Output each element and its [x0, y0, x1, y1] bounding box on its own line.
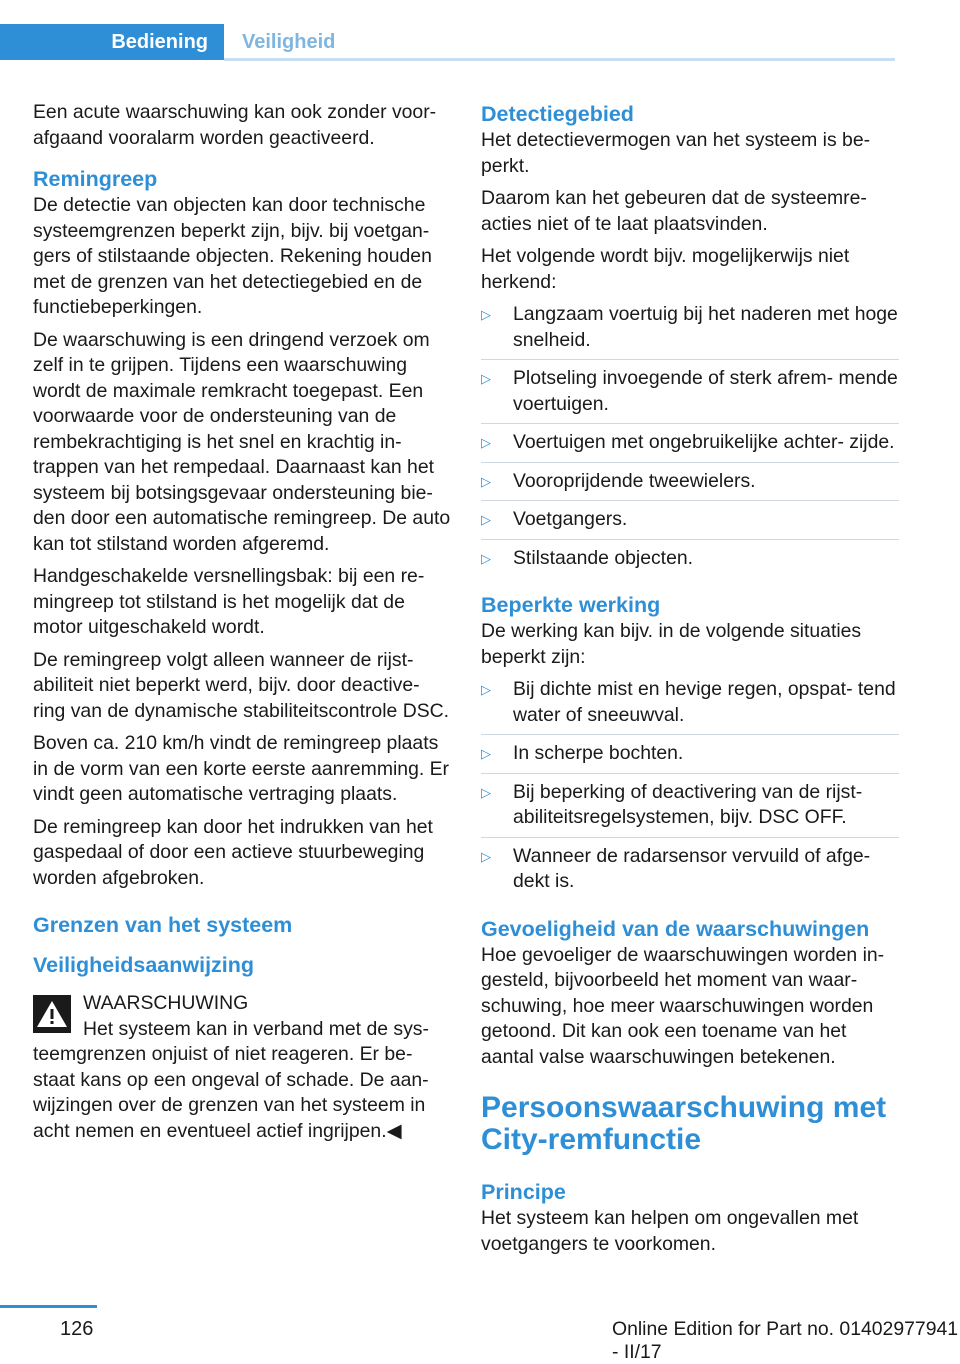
warning-triangle-icon — [33, 995, 71, 1033]
triangle-bullet-icon: ▷ — [481, 746, 491, 761]
tab-veiligheid[interactable]: Veiligheid — [242, 30, 336, 53]
list-item: ▷ Plotseling invoegende of sterk afrem‐ mende voertuigen. — [481, 366, 899, 424]
header-tabs — [0, 24, 895, 62]
tab-bediening[interactable]: Bediening — [0, 24, 224, 60]
list-item: ▷ Voertuigen met ongebruikelijke achter‐ zijde. — [481, 430, 899, 463]
list-item: ▷ Vooroprijdende tweewielers. — [481, 469, 899, 502]
paragraph: Hoe gevoeliger de waarschuwingen worden in‐ gesteld, bijvoorbeeld het moment van waar‐ schuwing, hoe meer waarschuwingen worden getoond. Dit kan ook een toename van het aantal valse waarschuwingen betekenen. — [481, 943, 885, 1068]
list-detectie — [481, 302, 899, 577]
triangle-bullet-icon: ▷ — [481, 307, 491, 322]
footer-accent-bar — [0, 1305, 97, 1308]
heading-remingreep: Remingreep — [33, 167, 158, 191]
triangle-bullet-icon: ▷ — [481, 682, 491, 697]
paragraph: De detectie van objecten kan door technische systeemgrenzen beperkt zijn, bijv. bij voetgan‐ gers of stilstaande objecten. Rekening houden met de grenzen van het detectiegebied en de functiebeperkingen. — [33, 194, 432, 318]
paragraph: Handgeschakelde versnellingsbak: bij een re‐ mingreep tot stilstand is het mogelijk dat de motor uitgeschakeld wordt. — [33, 565, 425, 638]
heading-grenzen: Grenzen van het systeem — [33, 913, 293, 937]
paragraph: Een acute waarschuwing kan ook zonder voor‐ afgaand vooralarm worden geactiveerd. — [33, 101, 437, 149]
tab-underline — [224, 58, 895, 61]
heading-detectiegebied: Detectiegebied — [481, 102, 634, 126]
warning-line: Het systeem kan in verband met de sys‐ — [83, 1017, 429, 1040]
triangle-bullet-icon: ▷ — [481, 784, 491, 800]
heading-principe: Principe — [481, 1180, 566, 1204]
heading-veiligheidsaanwijzing: Veiligheidsaanwijzing — [33, 953, 255, 977]
paragraph: Boven ca. 210 km/h vindt de remingreep plaats in de vorm van een korte eerste aanremming. Er vindt geen automatische vertraging plaats. — [33, 732, 450, 805]
list-item: ▷ Bij beperking of deactivering van de rijst‐ abiliteitsregelsystemen, bijv. DSC OFF. — [481, 780, 899, 838]
triangle-bullet-icon: ▷ — [481, 848, 491, 864]
left-column — [33, 100, 453, 1144]
paragraph: Het volgende wordt bijv. mogelijkerwijs niet herkend: — [481, 245, 850, 293]
paragraph: De remingreep volgt alleen wanneer de rijst‐ abiliteit niet beperkt werd, bijv. door deactive‐ ring van de dynamische stabiliteitscontrole DSC. — [33, 648, 450, 722]
paragraph: Het systeem kan helpen om ongevallen met voetgangers te voorkomen. — [481, 1207, 859, 1255]
list-item: ▷ Bij dichte mist en hevige regen, opspat‐ tend water of sneeuwval. — [481, 677, 899, 735]
paragraph: Het detectievermogen van het systeem is be‐ perkt. — [481, 129, 871, 177]
paragraph: De waarschuwing is een dringend verzoek om zelf in te grijpen. Tijdens een waarschuwing wordt de maximale remkracht toegepast. Een voorwaarde voor de ondersteuning van de rembekrachtiging is het snel en krachtig in‐ trappen van het rempedaal. Daarnaast kan het systeem bij botsingsgevaar ondersteuning bie‐ den door een automatische remingreep. De auto kan tot stilstand worden afgeremd. — [33, 328, 451, 555]
list-item: ▷ Stilstaande objecten. — [481, 546, 899, 578]
right-column — [481, 100, 899, 1264]
list-item: ▷ Wanneer de radarsensor vervuild of afge‐ dekt is. — [481, 844, 871, 892]
list-beperkt — [481, 677, 899, 901]
heading-persoonswaarschuwing: Persoonswaarschuwing met City-remfunctie — [481, 1091, 887, 1156]
heading-beperkte-werking: Beperkte werking — [481, 593, 661, 617]
triangle-bullet-icon: ▷ — [481, 473, 491, 489]
edition-text: Online Edition for Part no. 01402977941 - II/17 — [612, 1318, 959, 1363]
list-item: ▷ Voetgangers. — [481, 507, 899, 540]
triangle-bullet-icon: ▷ — [481, 435, 491, 450]
warning-text: teemgrenzen onjuist of niet reageren. Er be‐ staat kans op een ongeval of schade. De aan‐ wijzingen over de grenzen van het systeem in acht nemen en eventueel actief ingrijpen.◀ — [33, 1043, 429, 1142]
triangle-bullet-icon: ▷ — [481, 512, 491, 527]
page-number: 126 — [60, 1318, 94, 1340]
triangle-bullet-icon: ▷ — [481, 371, 491, 386]
warning-block — [33, 991, 453, 1144]
warning-title: WAARSCHUWING — [83, 992, 249, 1014]
paragraph: De werking kan bijv. in de volgende situaties beperkt zijn: — [481, 620, 862, 668]
paragraph: Daarom kan het gebeuren dat de systeemre‐ acties niet of te laat plaatsvinden. — [481, 187, 867, 235]
triangle-bullet-icon: ▷ — [481, 550, 491, 566]
paragraph: De remingreep kan door het indrukken van het gaspedaal of door een actieve stuurbeweging worden afgebroken. — [33, 815, 433, 889]
list-item: ▷ In scherpe bochten. — [481, 741, 899, 774]
list-item: ▷ Langzaam voertuig bij het naderen met hoge snelheid. — [481, 302, 899, 360]
heading-gevoeligheid: Gevoeligheid van de waarschuwingen — [481, 916, 870, 941]
